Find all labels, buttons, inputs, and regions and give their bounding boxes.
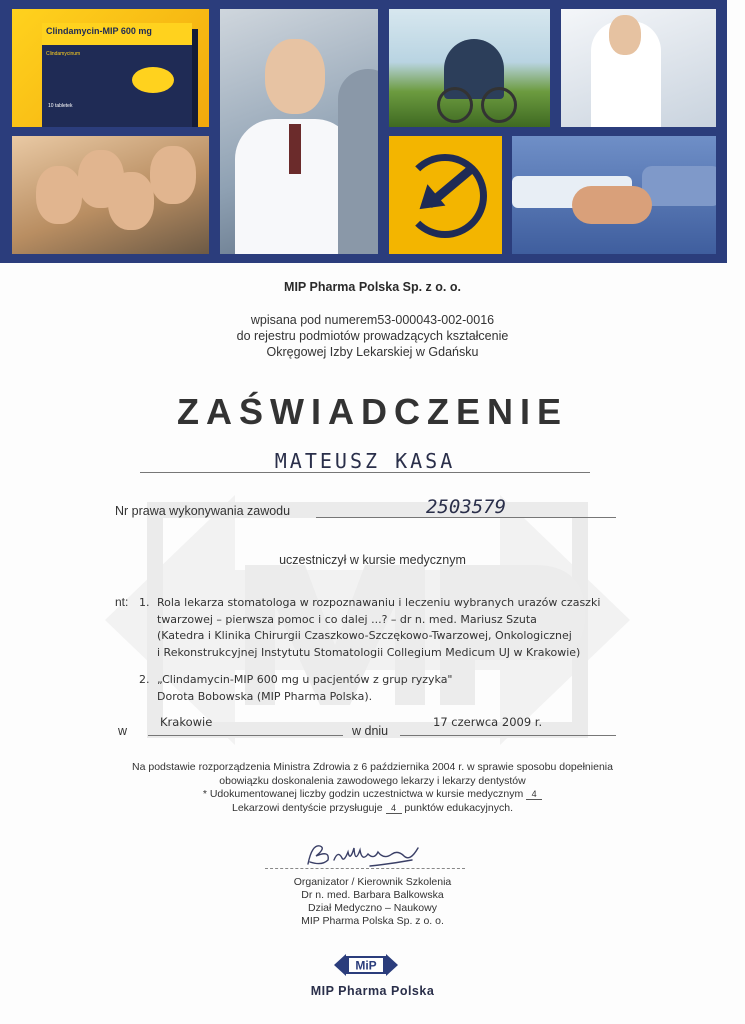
- arrow-graphic: [389, 136, 502, 254]
- recipient-name: MATEUSZ KASA: [274, 449, 456, 473]
- legal-line: obowiązku doskonalenia zawodowego lekarzy i lekarzy dentystów: [219, 774, 526, 787]
- logo-text: MIP Pharma Polska: [310, 984, 435, 998]
- organizer-department: Dział Medyczno – Naukowy: [308, 902, 437, 914]
- place-line: [148, 735, 343, 736]
- registration-line: wpisana pod numerem53-000043-002-0016: [250, 313, 495, 327]
- topic-text: [157, 595, 637, 661]
- handshake-icon: [572, 186, 652, 224]
- hours-value: 4: [526, 790, 542, 800]
- topic-line: twarzowej – pierwsza pomoc i co dalej ...? – dr n. med. Mariusz Szuta: [157, 612, 537, 626]
- organizer-company: MIP Pharma Polska Sp. z o. o.: [301, 915, 444, 927]
- logo-mark: MiP: [355, 958, 377, 973]
- document-title: ZAŚWIADCZENIE: [177, 391, 568, 432]
- drug-box-count: 10 tabletek: [48, 103, 73, 109]
- legal-line: Na podstawie rozporządzenia Ministra Zdrowia z 6 października 2004 r. w sprawie sposobu dopełnienia: [132, 761, 613, 773]
- topic-text: [157, 672, 637, 705]
- registration-line: do rejestru podmiotów prowadzących kształcenie: [236, 329, 509, 343]
- hours-text: * Udokumentowanej liczby godzin uczestnictwa w kursie medycznym: [202, 788, 524, 800]
- doctor-tie: [289, 124, 301, 174]
- organizer-name: Dr n. med. Barbara Balkowska: [301, 889, 444, 901]
- date-label: w dniu: [352, 724, 389, 738]
- face: [36, 166, 82, 224]
- date-value: 17 czerwca 2009 r.: [433, 715, 543, 729]
- header-photo-banner: [0, 0, 727, 263]
- legal-line: [0, 788, 745, 802]
- laboratory-photo: [561, 9, 716, 127]
- topic-line: Dorota Bobowska (MIP Pharma Polska).: [157, 689, 373, 703]
- recipient-name-line: [140, 472, 590, 473]
- topic-line: „Clindamycin-MIP 600 mg u pacjentów z grup ryzyka": [157, 673, 453, 686]
- drug-package-photo: [12, 9, 209, 127]
- place-prefix: w: [118, 724, 128, 738]
- organizer-role: Organizator / Kierownik Szkolenia: [293, 876, 452, 888]
- place-value: Krakowie: [160, 715, 213, 729]
- face: [108, 172, 154, 230]
- license-number: 2503579: [425, 496, 507, 518]
- drug-box-sub: Clindamycinum: [46, 51, 81, 57]
- legal-line: [0, 802, 745, 816]
- drug-box-badge: [132, 67, 174, 93]
- scientist-head: [609, 15, 641, 55]
- participation-statement: uczestniczył w kursie medycznym: [279, 553, 466, 567]
- topic-line: Rola lekarza stomatologa w rozpoznawaniu i leczeniu wybranych urazów czaszki: [157, 596, 601, 609]
- bike-wheel-icon: [481, 87, 517, 123]
- signature-line: [265, 868, 465, 869]
- doctor-photo: [220, 9, 378, 254]
- face: [150, 146, 196, 204]
- topics-label: nt:: [115, 595, 129, 609]
- cyclists-photo: [389, 9, 550, 127]
- legal-basis: [0, 761, 745, 815]
- handshake-photo: [512, 136, 716, 254]
- family-photo: [12, 136, 209, 254]
- topic-line: i Rekonstrukcyjnej Instytutu Stomatologii Collegium Medicum UJ w Krakowie): [157, 645, 581, 659]
- registration-info: [0, 312, 745, 360]
- company-name: MIP Pharma Polska Sp. z o. o.: [284, 280, 461, 294]
- organizer-block: [0, 876, 745, 928]
- topic-number: 2.: [139, 673, 150, 686]
- organizer-signature: [300, 838, 430, 870]
- patient-silhouette: [338, 69, 378, 254]
- drug-box-name: Clindamycin-MIP 600 mg: [46, 26, 152, 36]
- topic-number: 1.: [139, 596, 150, 609]
- license-label: Nr prawa wykonywania zawodu: [115, 504, 291, 518]
- points-prefix: Lekarzowi dentyście przysługuje: [232, 801, 383, 814]
- date-line: [400, 735, 616, 736]
- doctor-head: [265, 39, 325, 114]
- bike-wheel-icon: [437, 87, 473, 123]
- points-value: 4: [386, 804, 402, 814]
- points-suffix: punktów edukacyjnych.: [404, 801, 513, 814]
- license-line: [316, 517, 616, 518]
- sleeve: [642, 166, 716, 206]
- registration-line: Okręgowej Izby Lekarskiej w Gdańsku: [266, 345, 479, 359]
- mip-logo-icon: [332, 950, 400, 980]
- topic-line: (Katedra i Klinika Chirurgii Czaszkowo-Szczękowo-Twarzowej, Onkologicznej: [157, 629, 572, 642]
